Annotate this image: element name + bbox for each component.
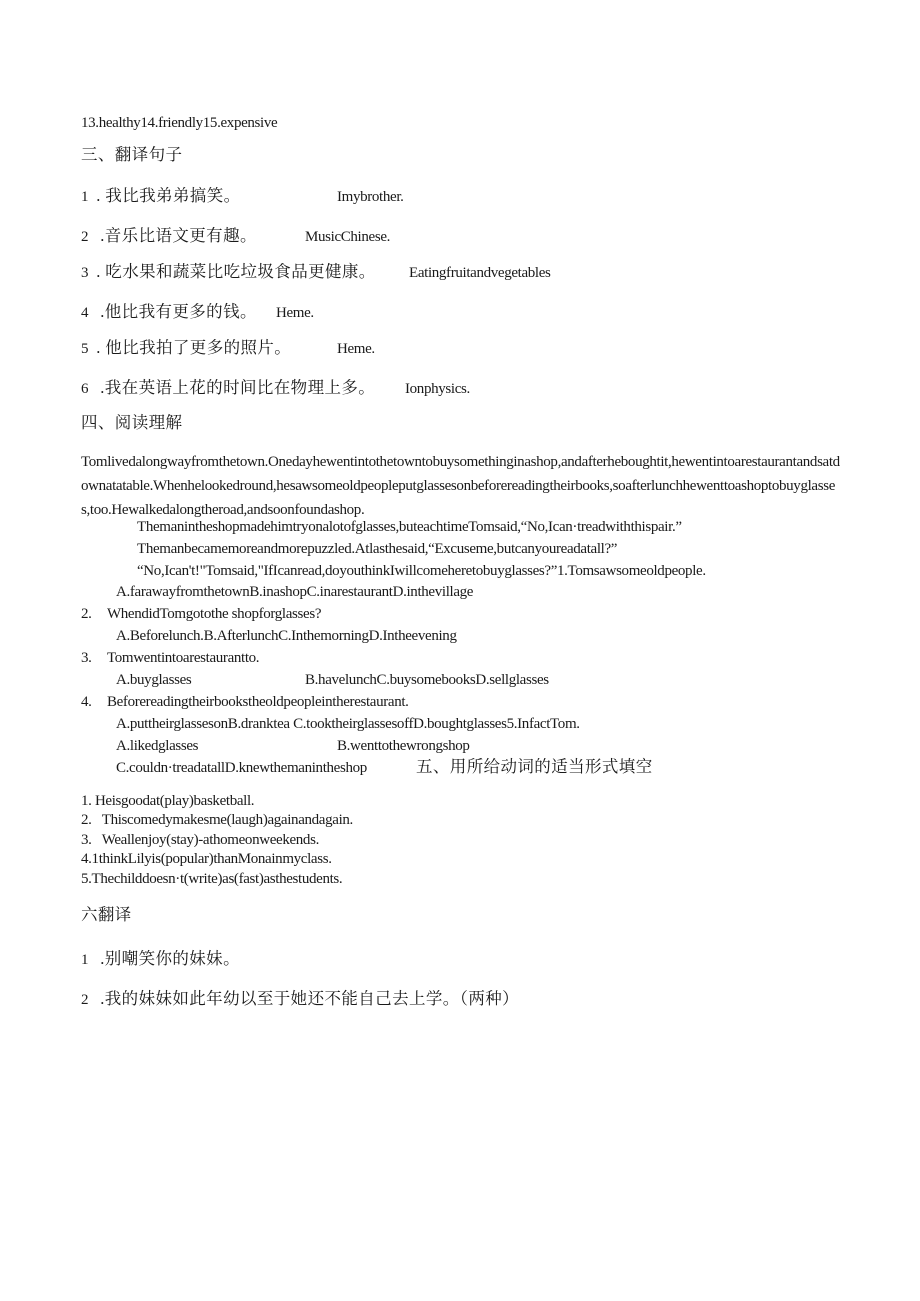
translation-item-2	[81, 227, 257, 246]
question-5-option-b: B.wenttothewrongshop	[337, 738, 470, 754]
translation-item-6-2	[81, 990, 519, 1009]
fill-in-item-3: 3. Weallenjoy(stay)-athomeonweekends.	[81, 832, 319, 848]
chinese-sentence: .他比我有更多的钱。	[100, 302, 257, 321]
chinese-sentence: . 吃水果和蔬菜比吃垃圾食品更健康。	[96, 262, 376, 281]
question-3-option-a: A.buyglasses	[116, 672, 192, 688]
item-number: 6	[81, 381, 89, 397]
chinese-sentence: .我的妹妹如此年幼以至于她还不能自己去上学。（两种）	[100, 989, 520, 1008]
reading-passage: Tomlivedalongwayfromthetown.Onedayhewentintothetowntobuysomethinginashop,andafterheboughtit,hewentintoarestaurantandsatdownatatable.Whenhelookedround,hesawsomeoldpeopleputglassesonbeforereadingtheirbooks,soafterlunchhewenttoashoptobuyglasses,too.Hewalkedalongtheroad,andsoonfoundashop.	[81, 454, 840, 518]
question-4-options: A.puttheirglassesonB.dranktea C.tooktheirglassesoffD.boughtglasses5.InfactTom.	[116, 716, 580, 732]
english-answer: Imybrother.	[337, 189, 404, 205]
fill-in-item-1: 1. Heisgoodat(play)basketball.	[81, 793, 255, 809]
item-number: 1	[81, 952, 89, 968]
question-number: 2.	[81, 606, 92, 622]
question-5-option-a: A.likedglasses	[116, 738, 199, 754]
question-3	[81, 649, 259, 667]
translation-item-6-1	[81, 950, 240, 969]
translation-item-6	[81, 379, 375, 398]
question-1-options: A.farawayfromthetownB.inashopC.inarestaurantD.inthevillage	[116, 584, 474, 600]
question-3-options-bcd: B.havelunchC.buysomebooksD.sellglasses	[305, 672, 549, 688]
chinese-sentence: . 他比我拍了更多的照片。	[96, 338, 292, 357]
passage-line: Themanintheshopmadehimtryonalotofglasses,buteachtimeTomsaid,“No,Ican·treadwiththispair.”	[137, 519, 682, 535]
question-text: Tomwentintoarestaurantto.	[106, 650, 260, 666]
passage-line: “No,Ican't!"Tomsaid,"IfIcanread,doyouthinkIwillcomeheretobuyglasses?”1.Tomsawsomeoldpeople.	[137, 563, 706, 579]
fill-in-item-2: 2. Thiscomedymakesme(laugh)againandagain.	[81, 812, 353, 828]
item-number: 5	[81, 341, 89, 357]
item-number: 2	[81, 229, 89, 245]
fill-in-item-5: 5.Thechilddoesn·t(write)as(fast)asthestudents.	[81, 871, 343, 887]
question-text: Beforereadingtheirbookstheoldpeopleintherestaurant.	[106, 694, 409, 710]
question-number: 4.	[81, 694, 92, 710]
chinese-sentence: .音乐比语文更有趣。	[100, 226, 257, 245]
question-5-options-cd: C.couldn·treadatallD.knewthemanintheshop	[116, 760, 367, 776]
chinese-sentence: .我在英语上花的时间比在物理上多。	[100, 378, 376, 397]
chinese-sentence: .别嘲笑你的妹妹。	[100, 949, 240, 968]
question-4	[81, 693, 409, 711]
item-number: 2	[81, 992, 89, 1008]
section-3-heading: 三、翻译句子	[81, 145, 183, 164]
translation-item-4	[81, 303, 257, 322]
english-answer: MusicChinese.	[305, 229, 391, 245]
question-number: 3.	[81, 650, 92, 666]
answer-line: 13.healthy14.friendly15.expensive	[81, 115, 278, 131]
english-answer: Ionphysics.	[405, 381, 470, 397]
item-number: 1	[81, 189, 89, 205]
translation-item-5	[81, 339, 291, 358]
passage-line: Themanbecamemoreandmorepuzzled.Atlasthesaid,“Excuseme,butcanyoureadatall?”	[137, 541, 618, 557]
translation-item-1	[81, 187, 241, 206]
section-5-heading: 五、用所给动词的适当形式填空	[416, 757, 653, 776]
question-text: WhendidTomgotothe shopforglasses?	[106, 606, 322, 622]
english-answer: Heme.	[337, 341, 375, 357]
item-number: 3	[81, 265, 89, 281]
question-2-options: A.Beforelunch.B.AfterlunchC.InthemorningD.Intheevening	[116, 628, 457, 644]
fill-in-item-4: 4.1thinkLilyis(popular)thanMonainmyclass.	[81, 851, 332, 867]
question-2	[81, 605, 321, 623]
item-number: 4	[81, 305, 89, 321]
english-answer: Eatingfruitandvegetables	[409, 265, 551, 281]
english-answer: Heme.	[276, 305, 314, 321]
section-4-heading: 四、阅读理解	[81, 413, 183, 432]
translation-item-3	[81, 263, 376, 282]
section-6-heading: 六翻译	[81, 905, 132, 924]
chinese-sentence: . 我比我弟弟搞笑。	[96, 186, 241, 205]
